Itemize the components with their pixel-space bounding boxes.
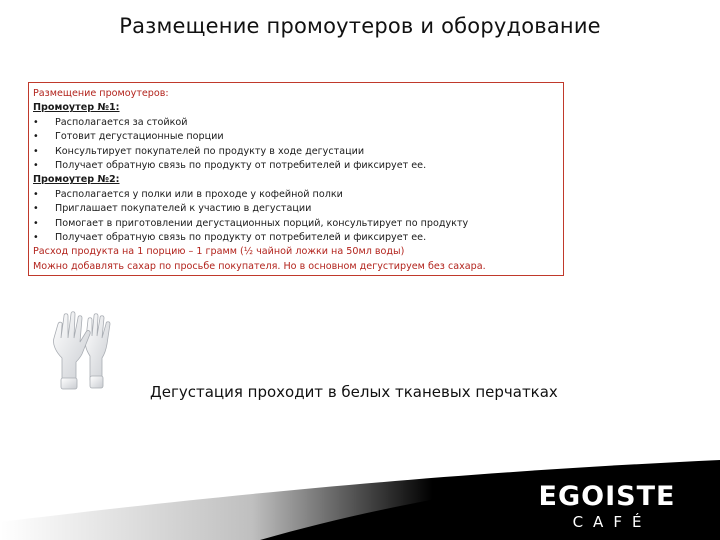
bullet-icon: • bbox=[33, 145, 39, 157]
promoter1-item: • Располагается за стойкой bbox=[33, 116, 559, 130]
promoter2-item: • Помогает в приготовлении дегустационных порций, консультирует по продукту bbox=[33, 217, 559, 231]
promoter-info-box bbox=[28, 82, 564, 276]
bullet-icon: • bbox=[33, 116, 39, 128]
slide-title: Размещение промоутеров и оборудование bbox=[119, 14, 601, 38]
promoter2-item: • Располагается у полки или в проходе у кофейной полки bbox=[33, 188, 559, 202]
bullet-icon: • bbox=[33, 232, 39, 244]
bullet-icon: • bbox=[33, 217, 39, 229]
promoter1-item: • Получает обратную связь по продукту от потребителей и фиксирует ее. bbox=[33, 159, 559, 173]
promoter2-label: Промоутер №2: bbox=[33, 174, 120, 186]
bullet-icon: • bbox=[33, 203, 39, 215]
box-heading: Размещение промоутеров: bbox=[33, 88, 169, 99]
bullet-icon: • bbox=[33, 131, 39, 143]
logo-brand: EGOISTE bbox=[538, 481, 676, 512]
white-gloves-image bbox=[40, 310, 140, 390]
promoter2-item: • Получает обратную связь по продукту от потребителей и фиксирует ее. bbox=[33, 231, 559, 245]
promoter1-item: • Готовит дегустационные порции bbox=[33, 130, 559, 144]
logo-sub: CAFÉ bbox=[572, 513, 652, 531]
egoiste-cafe-logo bbox=[522, 482, 692, 540]
bullet-icon: • bbox=[33, 160, 39, 172]
bullet-icon: • bbox=[33, 188, 39, 200]
promoter1-label: Промоутер №1: bbox=[33, 102, 120, 114]
gloves-caption: Дегустация проходит в белых тканевых перчатках bbox=[150, 383, 558, 401]
consumption-note: Расход продукта на 1 порцию – 1 грамм (½ чайной ложки на 50мл воды) bbox=[33, 246, 405, 258]
sugar-note: Можно добавлять сахар по просьбе покупателя. Но в основном дегустируем без сахара. bbox=[33, 260, 486, 272]
promoter2-item: • Приглашает покупателей к участию в дегустации bbox=[33, 202, 559, 216]
promoter1-item: • Консультирует покупателей по продукту в ходе дегустации bbox=[33, 145, 559, 159]
